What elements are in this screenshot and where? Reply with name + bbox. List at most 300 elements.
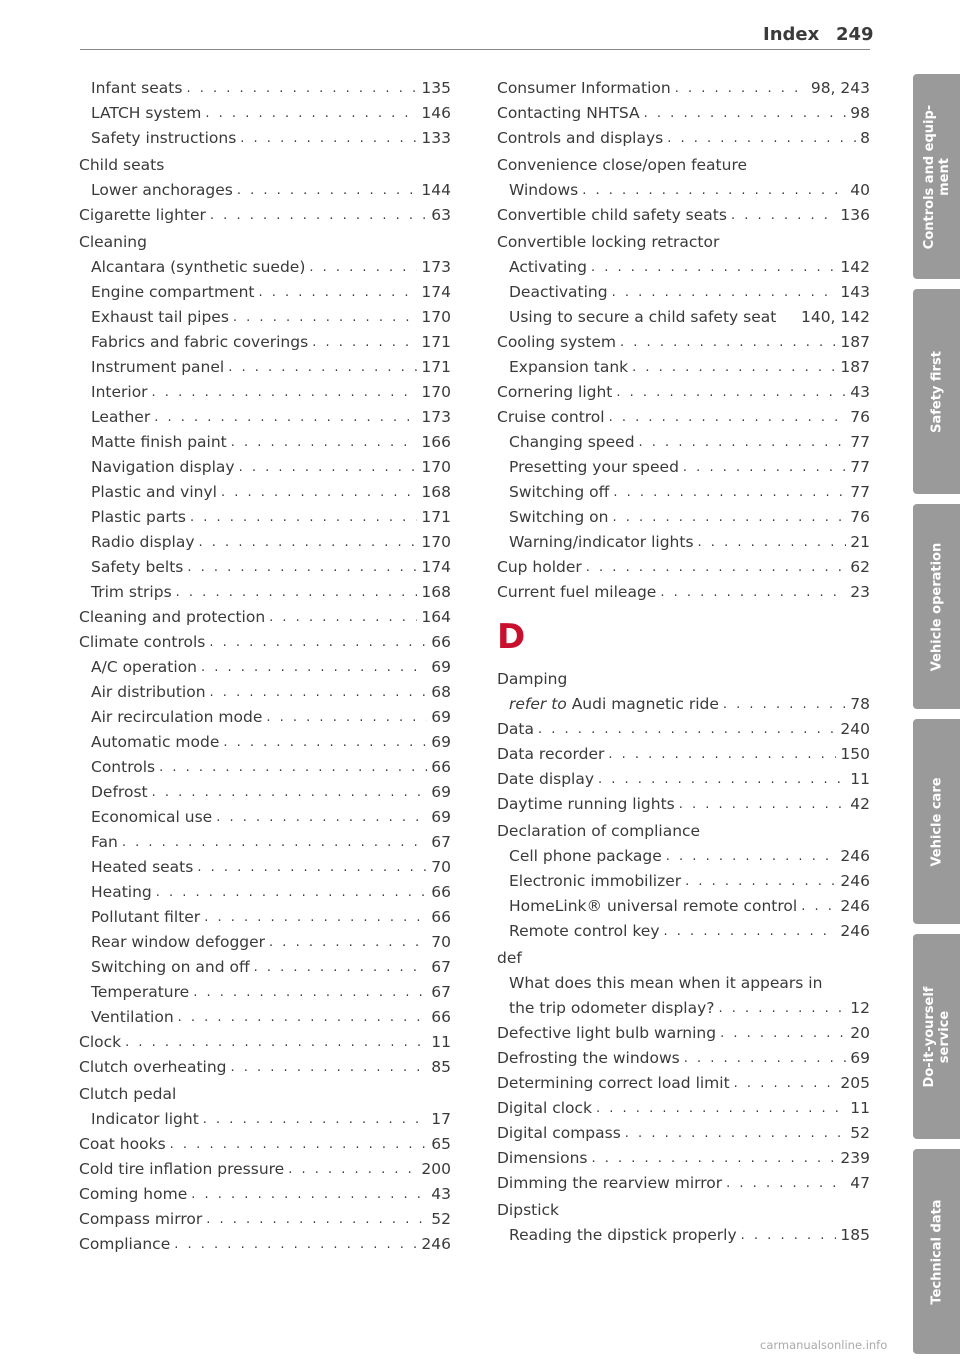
index-entry <box>79 605 451 630</box>
index-entry <box>79 178 451 203</box>
index-entry <box>497 692 870 717</box>
entry-label: Exhaust tail pipes <box>91 308 229 326</box>
index-entry <box>79 780 451 805</box>
entry-label: Safety belts <box>91 558 184 576</box>
entry-page-number: 11 <box>431 1033 451 1051</box>
dot-leader <box>667 126 856 151</box>
index-entry <box>79 1107 451 1132</box>
entry-label: Contacting NHTSA <box>497 104 640 122</box>
entry-label: Reading the dipstick properly <box>509 1226 737 1244</box>
entry-label: Fan <box>91 833 118 851</box>
dot-leader <box>625 1121 846 1146</box>
entry-page-number: 136 <box>840 206 870 224</box>
dot-leader <box>125 1030 427 1055</box>
index-heading: Clutch pedal <box>79 1085 177 1103</box>
entry-page-number: 52 <box>431 1210 451 1228</box>
dot-leader <box>206 1207 427 1232</box>
entry-label: Cleaning and protection <box>79 608 266 626</box>
entry-page-number: 63 <box>431 206 451 224</box>
index-entry <box>497 126 870 151</box>
dot-leader <box>231 430 418 455</box>
index-entry <box>79 680 451 705</box>
index-heading: Convenience close/open feature <box>497 156 748 174</box>
index-entry <box>79 305 451 330</box>
entry-label: Switching on and off <box>91 958 250 976</box>
entry-page-number: 170 <box>421 458 451 476</box>
entry-label: Using to secure a child safety seat <box>509 308 777 326</box>
entry-page-number: 146 <box>421 104 451 122</box>
chapter-tab-label: Vehicle care <box>929 776 944 867</box>
entry-page-number: 168 <box>421 583 451 601</box>
index-entry <box>79 580 451 605</box>
entry-label: Cigarette lighter <box>79 206 206 224</box>
dot-leader <box>685 869 836 894</box>
dot-leader <box>675 76 807 101</box>
entry-label: Cold tire inflation pressure <box>79 1160 285 1178</box>
index-entry <box>497 480 870 505</box>
entry-label: Heating <box>91 883 152 901</box>
entry-label: Convertible child safety seats <box>497 206 727 224</box>
entry-page-number: 47 <box>850 1174 870 1192</box>
entry-label: Defrost <box>91 783 148 801</box>
entry-label: Defrosting the windows <box>497 1049 680 1067</box>
index-entry <box>497 767 870 792</box>
dot-leader <box>684 1046 847 1071</box>
index-entry <box>79 76 451 101</box>
entry-page-number: 67 <box>431 983 451 1001</box>
entry-label: Determining correct load limit <box>497 1074 730 1092</box>
entry-page-number: 66 <box>431 758 451 776</box>
index-entry <box>79 1232 451 1257</box>
dot-leader <box>598 767 846 792</box>
entry-page-number: 174 <box>421 283 451 301</box>
entry-label: Economical use <box>91 808 213 826</box>
dot-leader <box>209 630 427 655</box>
dot-leader <box>720 1021 846 1046</box>
dot-leader <box>679 792 847 817</box>
index-entry <box>497 505 870 530</box>
index-entry <box>497 101 870 126</box>
entry-label <box>509 692 719 717</box>
entry-page-number: 142 <box>840 258 870 276</box>
index-entry <box>79 755 451 780</box>
entry-page-number: 170 <box>421 533 451 551</box>
index-entry <box>79 805 451 830</box>
entry-page-number: 69 <box>431 658 451 676</box>
entry-label: Switching on <box>509 508 609 526</box>
entry-label: the trip odometer display? <box>509 999 715 1017</box>
dot-leader <box>538 717 836 742</box>
dot-leader <box>616 380 846 405</box>
dot-leader <box>698 530 847 555</box>
entry-page-number: 170 <box>421 383 451 401</box>
index-entry <box>79 555 451 580</box>
entry-page-number: 133 <box>421 129 451 147</box>
entry-page-number: 77 <box>850 483 870 501</box>
entry-page-number: 135 <box>421 79 451 97</box>
dot-leader <box>309 255 417 280</box>
dot-leader <box>152 380 418 405</box>
entry-label: Plastic and vinyl <box>91 483 217 501</box>
index-entry <box>79 905 451 930</box>
entry-label: Clock <box>79 1033 122 1051</box>
entry-label: Compass mirror <box>79 1210 203 1228</box>
entry-label: Pollutant filter <box>91 908 201 926</box>
entry-page-number: 17 <box>431 1110 451 1128</box>
dot-leader <box>216 805 427 830</box>
entry-page-number: 43 <box>431 1185 451 1203</box>
entry-page-number: 65 <box>431 1135 451 1153</box>
entry-label: Navigation display <box>91 458 235 476</box>
dot-leader <box>210 680 428 705</box>
entry-label: Controls <box>91 758 156 776</box>
dot-leader <box>191 1182 427 1207</box>
dot-leader <box>122 830 427 855</box>
index-heading: def <box>497 949 522 967</box>
index-entry <box>79 1030 451 1055</box>
dot-leader <box>205 101 417 126</box>
chapter-tab-label: Technical data <box>929 1198 944 1305</box>
entry-page-number: 187 <box>840 358 870 376</box>
entry-label: Interior <box>91 383 148 401</box>
index-entry <box>497 844 870 869</box>
entry-page-number: 170 <box>421 308 451 326</box>
index-entry <box>497 330 870 355</box>
entry-page-number: 76 <box>850 508 870 526</box>
entry-page-number: 164 <box>421 608 451 626</box>
dot-leader <box>639 430 847 455</box>
entry-page-number: 144 <box>421 181 451 199</box>
index-entry <box>497 1071 870 1096</box>
entry-page-number: 40 <box>850 181 870 199</box>
entry-label: Compliance <box>79 1235 171 1253</box>
index-entry <box>497 405 870 430</box>
dot-leader <box>154 405 417 430</box>
index-entry <box>79 705 451 730</box>
entry-page-number: 11 <box>850 1099 870 1117</box>
index-entry <box>497 455 870 480</box>
chapter-tab[interactable] <box>913 934 960 1139</box>
dot-leader <box>239 455 418 480</box>
dot-leader <box>591 1146 836 1171</box>
entry-label: Temperature <box>91 983 190 1001</box>
entry-label: A/C operation <box>91 658 197 676</box>
index-entry <box>497 430 870 455</box>
entry-label: Dimensions <box>497 1149 588 1167</box>
chapter-tab-label: Safety first <box>929 350 944 433</box>
entry-page-number: 70 <box>431 858 451 876</box>
entry-label: Switching off <box>509 483 610 501</box>
index-entry <box>497 1096 870 1121</box>
dot-leader <box>612 280 837 305</box>
entry-label: Alcantara (synthetic suede) <box>91 258 306 276</box>
entry-page-number: 200 <box>421 1160 451 1178</box>
dot-leader <box>240 126 417 151</box>
entry-label: Changing speed <box>509 433 635 451</box>
chapter-tab[interactable] <box>913 719 960 924</box>
index-group-c <box>497 76 870 605</box>
dot-leader <box>266 705 427 730</box>
entry-page-number: 98 <box>850 104 870 122</box>
index-entry <box>79 1207 451 1232</box>
dot-leader <box>613 480 846 505</box>
chapter-tab[interactable] <box>913 289 960 494</box>
dot-leader <box>660 580 846 605</box>
dot-leader <box>176 580 418 605</box>
entry-label: Air recirculation mode <box>91 708 263 726</box>
entry-page-number: 166 <box>421 433 451 451</box>
entry-page-number: 171 <box>421 333 451 351</box>
entry-page-number: 246 <box>840 897 870 915</box>
index-entry <box>497 1021 870 1046</box>
entry-page-number: 98, 243 <box>810 79 870 97</box>
entry-page-number: 168 <box>421 483 451 501</box>
entry-page-number: 69 <box>431 783 451 801</box>
index-entry <box>497 380 870 405</box>
index-entry <box>497 1171 870 1196</box>
entry-page-number: 8 <box>860 129 870 147</box>
index-column-right <box>497 76 870 1248</box>
entry-label: Cooling system <box>497 333 617 351</box>
index-entry <box>79 380 451 405</box>
dot-leader <box>204 905 427 930</box>
entry-page-number: 85 <box>431 1058 451 1076</box>
chapter-tab-label: Do-it-yourself service <box>921 986 952 1087</box>
index-entry <box>497 996 870 1021</box>
entry-label: Controls and displays <box>497 129 664 147</box>
dot-leader <box>723 692 846 717</box>
entry-page-number: 66 <box>431 883 451 901</box>
dot-leader <box>608 742 836 767</box>
dot-leader <box>801 894 836 919</box>
entry-page-number: 171 <box>421 508 451 526</box>
entry-label: Lower anchorages <box>91 181 233 199</box>
entry-page-number: 173 <box>421 258 451 276</box>
entry-label: Daytime running lights <box>497 795 675 813</box>
index-entry <box>497 1046 870 1071</box>
dot-leader <box>228 355 417 380</box>
dot-leader <box>254 955 428 980</box>
entry-page-number: 67 <box>431 833 451 851</box>
entry-page-number: 70 <box>431 933 451 951</box>
index-heading: Dipstick <box>497 1201 560 1219</box>
watermark: carmanualsonline.info <box>760 1338 888 1352</box>
entry-label: Remote control key <box>509 922 660 940</box>
dot-leader <box>237 178 418 203</box>
entry-label: Coat hooks <box>79 1135 166 1153</box>
dot-leader <box>683 455 846 480</box>
entry-page-number: 78 <box>850 695 870 713</box>
entry-label: Instrument panel <box>91 358 225 376</box>
entry-page-number: 246 <box>840 872 870 890</box>
entry-label: Matte finish paint <box>91 433 227 451</box>
entry-page-number: 143 <box>840 283 870 301</box>
entry-label: Electronic immobilizer <box>509 872 682 890</box>
index-heading: Convertible locking retractor <box>497 233 720 251</box>
dot-leader <box>612 505 846 530</box>
index-entry <box>79 203 451 228</box>
dot-leader <box>586 555 846 580</box>
cross-reference-prefix: refer to <box>509 695 567 713</box>
entry-page-number: 140, 142 <box>800 308 870 326</box>
dot-leader <box>609 405 847 430</box>
index-entry <box>79 430 451 455</box>
entry-label: Plastic parts <box>91 508 186 526</box>
entry-label: Engine compartment <box>91 283 255 301</box>
index-entry <box>497 305 870 330</box>
entry-label: Rear window defogger <box>91 933 266 951</box>
index-entry <box>497 530 870 555</box>
entry-page-number: 246 <box>840 847 870 865</box>
index-entry <box>79 455 451 480</box>
dot-leader <box>741 1223 837 1248</box>
index-entry <box>79 930 451 955</box>
index-entry <box>79 1157 451 1182</box>
entry-label: Fabrics and fabric coverings <box>91 333 309 351</box>
entry-page-number: 173 <box>421 408 451 426</box>
index-entry <box>497 742 870 767</box>
dot-leader <box>170 1132 428 1157</box>
entry-label: Defective light bulb warning <box>497 1024 717 1042</box>
dot-leader <box>223 730 427 755</box>
dot-leader <box>159 755 427 780</box>
index-entry <box>497 1223 870 1248</box>
dot-leader <box>178 1005 428 1030</box>
index-entry <box>497 555 870 580</box>
entry-page-number: 187 <box>840 333 870 351</box>
dot-leader <box>312 330 417 355</box>
dot-leader <box>174 1232 417 1257</box>
entry-page-number: 21 <box>850 533 870 551</box>
entry-label: Cup holder <box>497 558 582 576</box>
entry-page-number: 42 <box>850 795 870 813</box>
index-entry <box>79 101 451 126</box>
entry-page-number: 69 <box>431 708 451 726</box>
index-entry <box>79 255 451 280</box>
chapter-tab[interactable] <box>913 1149 960 1354</box>
entry-page-number: 66 <box>431 908 451 926</box>
entry-label: Automatic mode <box>91 733 220 751</box>
entry-label: Current fuel mileage <box>497 583 657 601</box>
index-entry <box>79 1132 451 1157</box>
entry-label: Data <box>497 720 535 738</box>
entry-page-number: 150 <box>840 745 870 763</box>
dot-leader <box>186 76 417 101</box>
header-rule <box>80 49 870 50</box>
entry-page-number: 76 <box>850 408 870 426</box>
index-entry <box>497 255 870 280</box>
index-entry <box>79 955 451 980</box>
entry-label: Dimming the rearview mirror <box>497 1174 723 1192</box>
entry-label: Data recorder <box>497 745 605 763</box>
dot-leader <box>201 655 427 680</box>
entry-label: Trim strips <box>91 583 172 601</box>
index-entry <box>79 830 451 855</box>
entry-label: Activating <box>509 258 587 276</box>
dot-leader <box>582 178 846 203</box>
index-entry <box>497 280 870 305</box>
dot-leader <box>203 1107 427 1132</box>
index-entry <box>79 1005 451 1030</box>
dot-leader <box>193 980 427 1005</box>
entry-page-number: 174 <box>421 558 451 576</box>
entry-page-number: 20 <box>850 1024 870 1042</box>
entry-page-number: 171 <box>421 358 451 376</box>
entry-label: Cornering light <box>497 383 613 401</box>
index-heading: Damping <box>497 670 568 688</box>
index-entry <box>79 280 451 305</box>
index-entry <box>497 792 870 817</box>
entry-page-number: 239 <box>840 1149 870 1167</box>
dot-leader <box>591 255 836 280</box>
entry-page-number: 12 <box>850 999 870 1017</box>
index-entry <box>79 405 451 430</box>
running-header-section: Index <box>763 24 820 45</box>
index-heading: What does this mean when it appears in <box>509 974 823 992</box>
chapter-tab[interactable] <box>913 74 960 279</box>
entry-page-number: 62 <box>850 558 870 576</box>
index-group-d <box>497 667 870 1248</box>
entry-label: Date display <box>497 770 595 788</box>
chapter-tab[interactable] <box>913 504 960 709</box>
entry-label-text: Audi magnetic ride <box>571 695 719 713</box>
chapter-tab-label: Controls and equip- ment <box>921 104 952 249</box>
index-entry <box>79 630 451 655</box>
entry-label: Clutch overheating <box>79 1058 227 1076</box>
dot-leader <box>197 855 427 880</box>
entry-label: Heated seats <box>91 858 194 876</box>
entry-page-number: 205 <box>840 1074 870 1092</box>
entry-page-number: 69 <box>850 1049 870 1067</box>
index-heading: Declaration of compliance <box>497 822 701 840</box>
entry-label: HomeLink® universal remote control <box>509 897 798 915</box>
entry-label: Digital clock <box>497 1099 593 1117</box>
entry-label: Climate controls <box>79 633 206 651</box>
entry-label: Cell phone package <box>509 847 662 865</box>
dot-leader <box>632 355 836 380</box>
entry-label: LATCH system <box>91 104 202 122</box>
dot-leader <box>719 996 847 1021</box>
index-entry <box>497 580 870 605</box>
entry-page-number: 77 <box>850 458 870 476</box>
entry-label: Consumer Information <box>497 79 671 97</box>
index-entry <box>497 355 870 380</box>
entry-label: Safety instructions <box>91 129 237 147</box>
entry-page-number: 67 <box>431 958 451 976</box>
index-entry <box>79 980 451 1005</box>
entry-page-number: 43 <box>850 383 870 401</box>
entry-label: Radio display <box>91 533 195 551</box>
dot-leader <box>666 844 837 869</box>
section-letter-d: D <box>497 617 526 657</box>
entry-page-number: 66 <box>431 633 451 651</box>
entry-label: Infant seats <box>91 79 183 97</box>
dot-leader <box>156 880 428 905</box>
dot-leader <box>187 555 417 580</box>
entry-page-number: 11 <box>850 770 870 788</box>
dot-leader <box>288 1157 417 1182</box>
index-entry <box>497 1146 870 1171</box>
index-column-left <box>79 76 451 1257</box>
dot-leader <box>596 1096 846 1121</box>
dot-leader <box>190 505 417 530</box>
index-entry <box>79 655 451 680</box>
entry-page-number: 240 <box>840 720 870 738</box>
dot-leader <box>731 203 836 228</box>
index-entry <box>79 480 451 505</box>
dot-leader <box>210 203 427 228</box>
entry-label: Indicator light <box>91 1110 199 1128</box>
